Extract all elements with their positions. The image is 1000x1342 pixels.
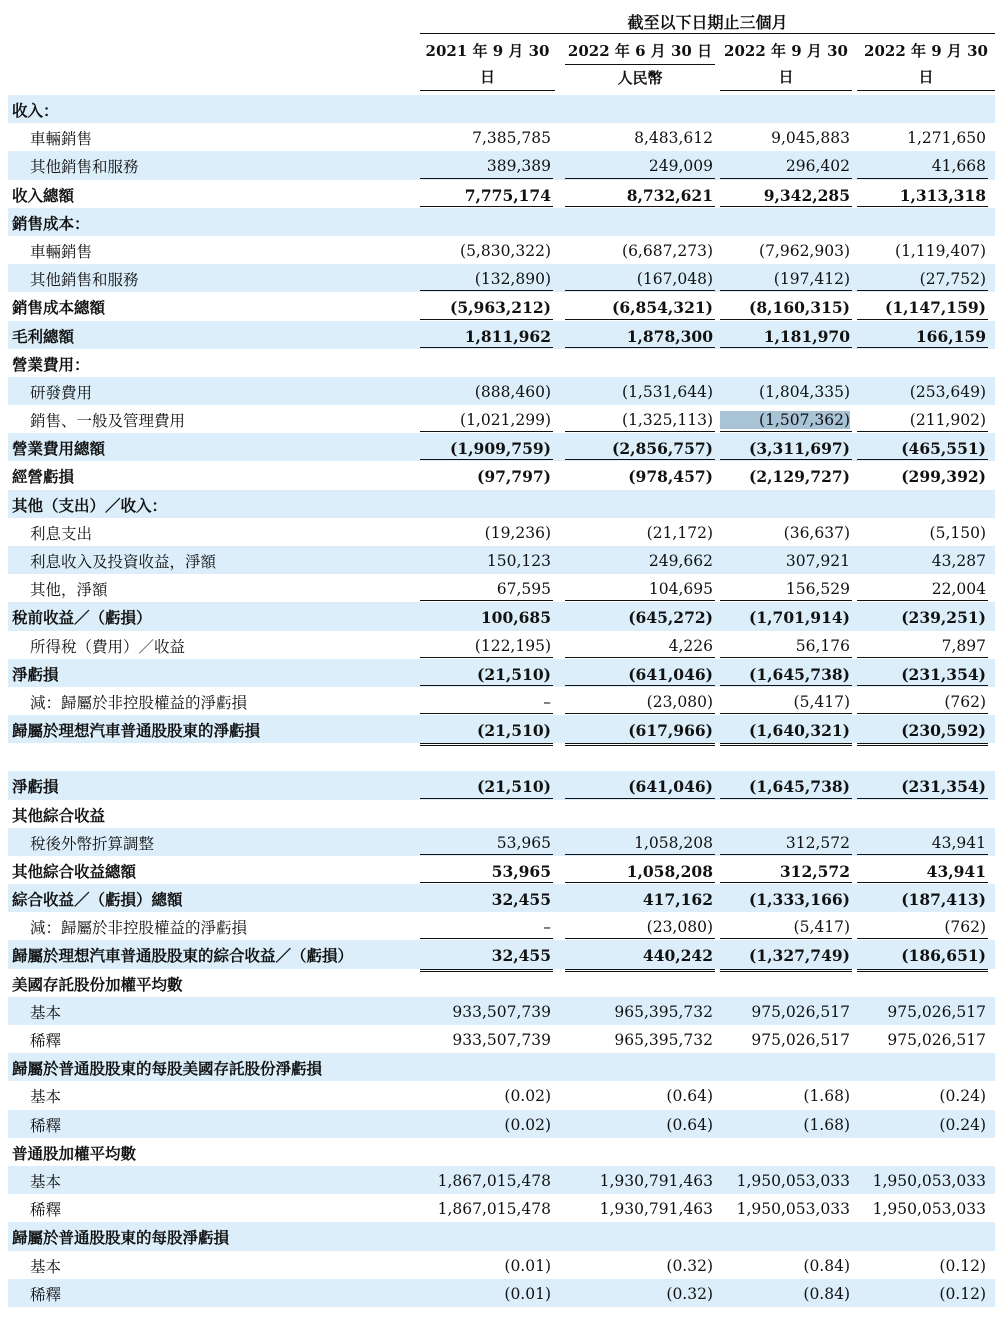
table-row xyxy=(8,180,995,208)
cell-value: 249,662 xyxy=(648,552,713,570)
cell-value: (299,392) xyxy=(901,467,986,487)
row-label: 其他（支出）／收入： xyxy=(12,495,168,515)
cell-value: (6,854,321) xyxy=(612,298,713,318)
underline xyxy=(857,713,988,714)
cell-value: (5,150) xyxy=(929,523,986,542)
underline xyxy=(720,685,852,686)
row-label: 利息收入及投資收益，淨額 xyxy=(30,553,217,571)
table-row xyxy=(8,461,995,489)
row-label: 銷售成本： xyxy=(12,213,90,233)
table-row xyxy=(8,1194,995,1222)
table-row xyxy=(8,940,995,968)
underline xyxy=(720,347,852,348)
table-row xyxy=(8,659,995,687)
cell-value: 1,950,053,033 xyxy=(736,1200,850,1219)
table-row xyxy=(8,236,995,264)
underline xyxy=(565,178,715,179)
table-row xyxy=(8,800,995,828)
table-row xyxy=(8,151,995,179)
underline xyxy=(565,854,715,855)
table-row xyxy=(8,828,995,856)
cell-value: 9,045,883 xyxy=(771,129,850,148)
underline xyxy=(565,713,715,714)
cell-value: (1.68) xyxy=(803,1115,850,1134)
cell-value: – xyxy=(543,692,551,711)
row-label: 稀釋 xyxy=(30,1201,62,1220)
cell-value: 965,395,732 xyxy=(614,1031,713,1049)
cell-value: 166,159 xyxy=(915,326,986,346)
underline xyxy=(565,290,715,291)
row-label: 車輛銷售 xyxy=(30,242,93,261)
cell-value: 1,950,053,033 xyxy=(872,1200,986,1219)
cell-value: (1,645,738) xyxy=(749,777,850,797)
row-label: 研發費用 xyxy=(30,383,93,402)
underline xyxy=(420,657,553,658)
underline xyxy=(857,798,988,799)
cell-value: (23,080) xyxy=(646,918,713,937)
cell-value: (1,645,738) xyxy=(749,664,850,684)
cell-value: 975,026,517 xyxy=(887,1031,986,1049)
cell-value: 1,930,791,463 xyxy=(599,1171,713,1190)
cell-value: 56,176 xyxy=(795,636,850,655)
cell-value: (1,147,159) xyxy=(885,298,986,318)
underline xyxy=(565,798,715,799)
underline xyxy=(720,854,852,855)
cell-value: 53,965 xyxy=(491,861,551,881)
cell-value: (641,046) xyxy=(628,777,713,797)
cell-value: 32,455 xyxy=(491,946,551,966)
underline xyxy=(565,431,715,432)
cell-value: (122,195) xyxy=(474,636,551,655)
underline xyxy=(420,206,553,207)
underline xyxy=(420,459,553,460)
underline xyxy=(857,431,988,432)
cell-value: (23,080) xyxy=(646,692,713,711)
cell-value: 417,162 xyxy=(642,890,713,910)
underline xyxy=(857,347,988,348)
cell-value: 1,058,208 xyxy=(634,833,713,852)
row-label: 營業費用： xyxy=(12,354,90,374)
cell-value: (186,651) xyxy=(901,946,986,966)
cell-value: (0.32) xyxy=(666,1284,713,1303)
cell-value: 67,595 xyxy=(496,580,551,599)
underline xyxy=(420,178,553,179)
table-row xyxy=(8,1251,995,1279)
cell-value: (0.24) xyxy=(939,1115,986,1134)
underline xyxy=(565,347,715,348)
cell-value: 1,181,970 xyxy=(763,326,850,346)
table-row xyxy=(8,292,995,320)
cell-value: 156,529 xyxy=(785,580,850,599)
cell-value: (1.68) xyxy=(803,1087,850,1106)
cell-value: 312,572 xyxy=(785,833,850,852)
underline xyxy=(420,882,553,883)
cell-value: 100,685 xyxy=(480,608,551,628)
cell-value: (36,637) xyxy=(783,523,850,542)
cell-value: (5,830,322) xyxy=(460,241,551,260)
cell-value: (230,592) xyxy=(901,721,986,741)
cell-value: (0.84) xyxy=(803,1284,850,1303)
underline xyxy=(420,431,553,432)
cell-value: (1,333,166) xyxy=(749,890,850,910)
row-label: 其他綜合收益總額 xyxy=(12,861,137,881)
cell-value: 1,867,015,478 xyxy=(437,1171,551,1190)
cell-value: (0.12) xyxy=(939,1256,986,1275)
underline xyxy=(420,685,553,686)
cell-value: 965,395,732 xyxy=(614,1002,713,1021)
row-label: 收入總額 xyxy=(12,185,75,205)
table-row xyxy=(8,208,995,236)
row-label: 稀釋 xyxy=(30,1032,62,1050)
cell-value: (6,687,273) xyxy=(622,241,713,260)
table-row xyxy=(8,490,995,518)
cell-value: 41,668 xyxy=(931,157,986,176)
table-row xyxy=(8,433,995,461)
underline xyxy=(720,206,852,207)
underline xyxy=(565,685,715,686)
row-label: 毛利總額 xyxy=(12,326,75,346)
cell-value: (197,412) xyxy=(773,270,850,289)
underline xyxy=(420,600,553,601)
cell-value: (645,272) xyxy=(628,608,713,628)
table-row xyxy=(8,1222,995,1250)
cell-value: (1,119,407) xyxy=(895,241,986,260)
cell-value: (21,510) xyxy=(477,664,551,684)
cell-value: (2,856,757) xyxy=(612,439,713,459)
underline xyxy=(720,713,852,714)
table-row xyxy=(8,405,995,433)
row-label: 普通股加權平均數 xyxy=(12,1143,137,1163)
table-row xyxy=(8,912,995,940)
cell-value: (1,804,335) xyxy=(759,382,850,401)
row-label: 利息支出 xyxy=(30,524,93,543)
row-label: 營業費用總額 xyxy=(12,439,106,459)
row-label: 歸屬於理想汽車普通股股東的淨虧損 xyxy=(12,721,261,741)
row-label: 其他綜合收益 xyxy=(12,805,106,825)
underline xyxy=(857,882,988,883)
table-row xyxy=(8,377,995,405)
cell-value: 4,226 xyxy=(668,636,713,655)
table-row xyxy=(8,1053,995,1081)
table-row xyxy=(8,349,995,377)
cell-value: (132,890) xyxy=(474,270,551,289)
cell-value: (0.12) xyxy=(939,1284,986,1303)
underline xyxy=(857,854,988,855)
cell-value: 1,058,208 xyxy=(626,861,713,881)
cell-value: (1,640,321) xyxy=(749,721,850,741)
cell-value: 1,950,053,033 xyxy=(872,1171,986,1190)
cell-value: (21,510) xyxy=(477,721,551,741)
column-date: 2022 年 6 月 30 日 xyxy=(565,38,715,65)
row-label: 其他，淨額 xyxy=(30,581,108,600)
cell-value: (231,354) xyxy=(901,777,986,797)
cell-value: 8,732,621 xyxy=(626,185,713,205)
row-label: 所得稅（費用）／收益 xyxy=(30,637,186,656)
row-label: 稀釋 xyxy=(30,1285,62,1304)
table-row xyxy=(8,884,995,912)
spacer-row xyxy=(8,743,995,771)
column-currency: 人民幣 xyxy=(617,69,663,87)
column-header-1 xyxy=(565,38,715,91)
period-title: 截至以下日期止三個月 xyxy=(627,13,788,32)
cell-value: (1,507,362) xyxy=(720,411,850,429)
cell-value: 1,950,053,033 xyxy=(736,1171,850,1190)
table-row xyxy=(8,574,995,602)
table-row xyxy=(8,631,995,659)
row-label: 淨虧損 xyxy=(12,777,59,797)
cell-value: – xyxy=(543,918,551,937)
column-date: 2022 年 9 月 30 日 xyxy=(857,38,995,91)
cell-value: (3,311,697) xyxy=(749,439,850,459)
cell-value: 104,695 xyxy=(648,580,713,599)
underline xyxy=(420,347,553,348)
cell-value: 1,811,962 xyxy=(464,326,551,346)
header-rule xyxy=(420,33,995,34)
row-label: 歸屬於理想汽車普通股股東的綜合收益／（虧損） xyxy=(12,946,354,966)
cell-value: (762) xyxy=(944,692,986,711)
cell-value: 32,455 xyxy=(491,890,551,910)
row-label: 歸屬於普通股股東的每股淨虧損 xyxy=(12,1228,230,1248)
cell-value: 43,287 xyxy=(931,552,986,570)
cell-value: 440,242 xyxy=(642,946,713,966)
table-row xyxy=(8,856,995,884)
table-row xyxy=(8,969,995,997)
underline xyxy=(720,178,852,179)
cell-value: 7,385,785 xyxy=(472,129,551,148)
underline xyxy=(857,206,988,207)
cell-value: (21,172) xyxy=(646,523,713,542)
table-row xyxy=(8,1166,995,1194)
cell-value: 1,878,300 xyxy=(626,326,713,346)
cell-value: (465,551) xyxy=(901,439,986,459)
cell-value: (27,752) xyxy=(919,270,986,289)
cell-value: 8,483,612 xyxy=(634,129,713,148)
cell-value: 1,271,650 xyxy=(907,129,986,148)
underline xyxy=(720,657,852,658)
cell-value: (1,909,759) xyxy=(450,439,551,459)
underline xyxy=(420,319,553,320)
cell-value: (978,457) xyxy=(628,467,713,487)
cell-value: 975,026,517 xyxy=(887,1002,986,1021)
cell-value: (0.64) xyxy=(666,1087,713,1106)
underline xyxy=(565,938,715,939)
cell-value: (97,797) xyxy=(477,467,551,487)
table-row xyxy=(8,95,995,123)
cell-value: (0.24) xyxy=(939,1087,986,1106)
cell-value: (1,021,299) xyxy=(460,411,551,430)
cell-value: (8,160,315) xyxy=(749,298,850,318)
column-date: 2022 年 9 月 30 日 xyxy=(720,38,852,91)
underline xyxy=(857,938,988,939)
row-label: 基本 xyxy=(30,1003,62,1022)
cell-value: (0.84) xyxy=(803,1256,850,1275)
row-label: 銷售成本總額 xyxy=(12,298,106,318)
cell-value: 933,507,739 xyxy=(452,1031,551,1049)
underline xyxy=(720,459,852,460)
underline xyxy=(565,319,715,320)
underline xyxy=(720,319,852,320)
row-label: 收入： xyxy=(12,101,59,120)
table-row xyxy=(8,997,995,1025)
row-label: 經營虧損 xyxy=(12,467,75,487)
cell-value: 43,941 xyxy=(931,833,986,852)
row-label: 基本 xyxy=(30,1257,62,1276)
cell-value: (5,963,212) xyxy=(450,298,551,318)
cell-value: (1,531,644) xyxy=(622,382,713,401)
table-row xyxy=(8,1025,995,1053)
cell-value: (21,510) xyxy=(477,777,551,797)
underline xyxy=(565,206,715,207)
row-label: 其他銷售和服務 xyxy=(30,271,139,290)
underline xyxy=(720,600,852,601)
cell-value: 933,507,739 xyxy=(452,1002,551,1021)
underline xyxy=(565,600,715,601)
cell-value: (239,251) xyxy=(901,608,986,628)
row-label: 基本 xyxy=(30,1172,62,1191)
cell-value: (1,701,914) xyxy=(749,608,850,628)
cell-value: (0.02) xyxy=(504,1115,551,1134)
row-label: 銷售、一般及管理費用 xyxy=(30,412,186,431)
underline xyxy=(565,882,715,883)
underline xyxy=(420,713,553,714)
cell-value: (231,354) xyxy=(901,664,986,684)
underline xyxy=(857,685,988,686)
table-row xyxy=(8,264,995,292)
cell-value: (0.01) xyxy=(504,1284,551,1303)
table-row xyxy=(8,321,995,349)
cell-value: (617,966) xyxy=(628,721,713,741)
table-row xyxy=(8,1081,995,1109)
cell-value: 43,941 xyxy=(926,861,986,881)
cell-value: 1,867,015,478 xyxy=(437,1200,551,1219)
cell-value: 1,313,318 xyxy=(899,185,986,205)
underline xyxy=(857,459,988,460)
underline xyxy=(420,938,553,939)
row-label: 減：歸屬於非控股權益的淨虧損 xyxy=(30,919,248,938)
underline xyxy=(565,657,715,658)
row-label: 美國存託股份加權平均數 xyxy=(12,974,183,994)
row-label: 其他銷售和服務 xyxy=(30,158,139,177)
underline xyxy=(720,431,852,432)
cell-value: (0.32) xyxy=(666,1256,713,1275)
row-label: 車輛銷售 xyxy=(30,130,93,149)
cell-value: 22,004 xyxy=(931,580,986,599)
table-row xyxy=(8,1279,995,1307)
cell-value: (211,902) xyxy=(909,411,986,430)
cell-value: (5,417) xyxy=(793,692,850,711)
row-label: 減：歸屬於非控股權益的淨虧損 xyxy=(30,693,248,712)
table-row xyxy=(8,771,995,799)
row-label: 稀釋 xyxy=(30,1116,62,1135)
table-row xyxy=(8,546,995,574)
underline xyxy=(420,854,553,855)
cell-value: (641,046) xyxy=(628,664,713,684)
cell-value: 249,009 xyxy=(648,157,713,176)
table-row xyxy=(8,1138,995,1166)
cell-value: 53,965 xyxy=(496,833,551,852)
cell-value: (762) xyxy=(944,918,986,937)
table-row xyxy=(8,687,995,715)
cell-value: 296,402 xyxy=(785,157,850,176)
cell-value: (1,325,113) xyxy=(622,411,713,430)
underline xyxy=(565,459,715,460)
table-row xyxy=(8,602,995,630)
cell-value: (2,129,727) xyxy=(749,467,850,487)
table-row xyxy=(8,715,995,743)
income-statement-table xyxy=(8,95,995,1307)
underline xyxy=(857,600,988,601)
column-date: 2021 年 9 月 30 日 xyxy=(420,38,555,91)
row-label: 淨虧損 xyxy=(12,664,59,684)
table-row xyxy=(8,518,995,546)
cell-value: 975,026,517 xyxy=(751,1031,850,1049)
cell-value: 7,775,174 xyxy=(464,185,551,205)
cell-value: (7,962,903) xyxy=(759,241,850,260)
underline xyxy=(420,798,553,799)
cell-value: 7,897 xyxy=(941,636,986,655)
underline xyxy=(857,319,988,320)
cell-value: 975,026,517 xyxy=(751,1002,850,1021)
table-row xyxy=(8,123,995,151)
cell-value: (0.02) xyxy=(504,1087,551,1106)
cell-value: 9,342,285 xyxy=(763,185,850,205)
row-label: 稅後外幣折算調整 xyxy=(30,834,155,853)
cell-value: 307,921 xyxy=(785,552,850,570)
cell-value: 389,389 xyxy=(486,157,551,176)
underline xyxy=(720,798,852,799)
underline xyxy=(720,290,852,291)
row-label: 基本 xyxy=(30,1088,62,1107)
cell-value: (187,413) xyxy=(901,890,986,910)
cell-value: (5,417) xyxy=(793,918,850,937)
cell-value: (0.01) xyxy=(504,1256,551,1275)
cell-value: (167,048) xyxy=(636,270,713,289)
table-row xyxy=(8,1110,995,1138)
cell-value: (19,236) xyxy=(484,523,551,542)
cell-value: (253,649) xyxy=(909,382,986,401)
cell-value: (0.64) xyxy=(666,1115,713,1134)
row-label: 稅前收益／（虧損） xyxy=(12,608,152,628)
underline xyxy=(720,938,852,939)
underline xyxy=(420,290,553,291)
row-label: 歸屬於普通股股東的每股美國存託股份淨虧損 xyxy=(12,1059,323,1079)
underline xyxy=(720,882,852,883)
row-label: 綜合收益／（虧損）總額 xyxy=(12,890,183,910)
underline xyxy=(857,290,988,291)
cell-value: 1,930,791,463 xyxy=(599,1200,713,1219)
cell-value: 150,123 xyxy=(486,552,551,570)
underline xyxy=(857,178,988,179)
cell-value: (888,460) xyxy=(474,382,551,401)
underline xyxy=(857,657,988,658)
cell-value: (1,327,749) xyxy=(749,946,850,966)
cell-value: 312,572 xyxy=(779,861,850,881)
